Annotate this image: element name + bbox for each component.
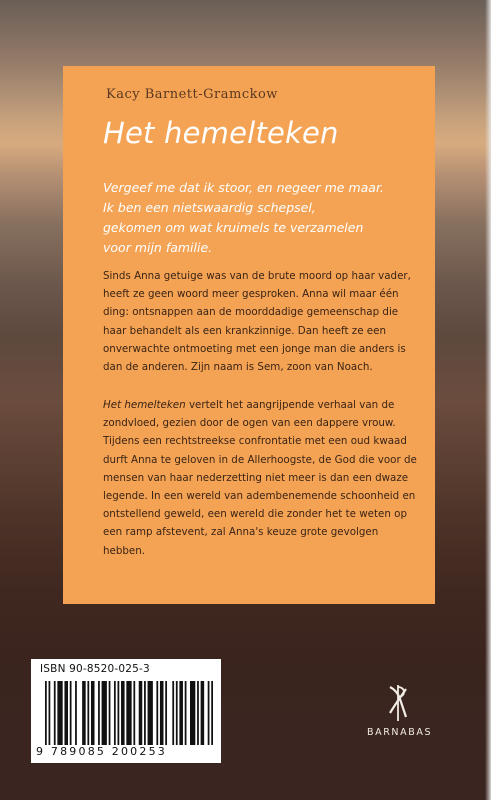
paragraph-line: onverwachte ontmoeting met een jonge man die anders is — [103, 342, 406, 355]
paragraph-line: mensen van haar nederzetting niet meer is dan een dwaze — [103, 471, 409, 484]
paragraph-line: Sinds Anna getuige was van de brute moord op haar vader, — [103, 270, 411, 282]
paragraph-line: legende. In een wereld van adembenemende schoonheid en — [103, 490, 416, 503]
paragraph-line: hebben. — [103, 544, 146, 557]
barcode-icon — [45, 681, 213, 745]
quote-line: Vergeef me dat ik stoor, en negeer me maar. — [103, 180, 384, 195]
barcode-label — [31, 659, 221, 763]
paragraph-line: haar behandelt als een krankzinnige. Dan heeft ze een — [103, 324, 386, 337]
author-name: Kacy Barnett-Gramckow — [106, 87, 278, 102]
paragraph-line: ding: ontsnappen aan de moorddadige gemeenschap die — [103, 306, 399, 319]
paragraph-line: zondvloed, gezien door de ogen van een dappere vrouw. — [103, 417, 396, 430]
blurb-panel — [63, 66, 435, 604]
quote-line: Ik ben een nietswaardig schepsel, — [103, 200, 316, 215]
paragraph-line: Tijdens een rechtstreekse confrontatie met een oud kwaad — [103, 435, 407, 448]
blurb-paragraph-1 — [103, 267, 423, 376]
quote-line: gekomen om wat kruimels te verzamelen — [103, 220, 364, 235]
paragraph-line: dan de anderen. Zijn naam is Sem, zoon van Noach. — [103, 361, 373, 374]
barcode-digits: 9 789085 200253 — [36, 745, 167, 758]
paragraph-line — [103, 396, 423, 414]
paragraph-line: durft Anna te geloven in de Allerhoogste, de God die voor de — [103, 453, 417, 466]
isbn-text: ISBN 90-8520-025-3 — [40, 663, 150, 675]
paragraph-line-rest: vertelt het aangrijpende verhaal van de — [185, 399, 395, 411]
paragraph-line: ontstellend geweld, een wereld die zonder het te weten op — [103, 508, 407, 521]
blurb-paragraph-2 — [103, 396, 423, 560]
book-title: Het hemelteken — [103, 116, 339, 150]
quote-line: voor mijn familie. — [103, 240, 213, 255]
paragraph-line: heeft ze geen woord meer gesproken. Anna wil maar één — [103, 288, 399, 301]
inline-book-title: Het hemelteken — [103, 399, 186, 411]
barnabas-chi-rho-icon — [384, 683, 410, 723]
publisher-name: BARNABAS — [367, 727, 433, 738]
opening-quote — [103, 178, 423, 258]
paragraph-line: een ramp afstevent, zal Anna's keuze grote gevolgen — [103, 526, 379, 539]
